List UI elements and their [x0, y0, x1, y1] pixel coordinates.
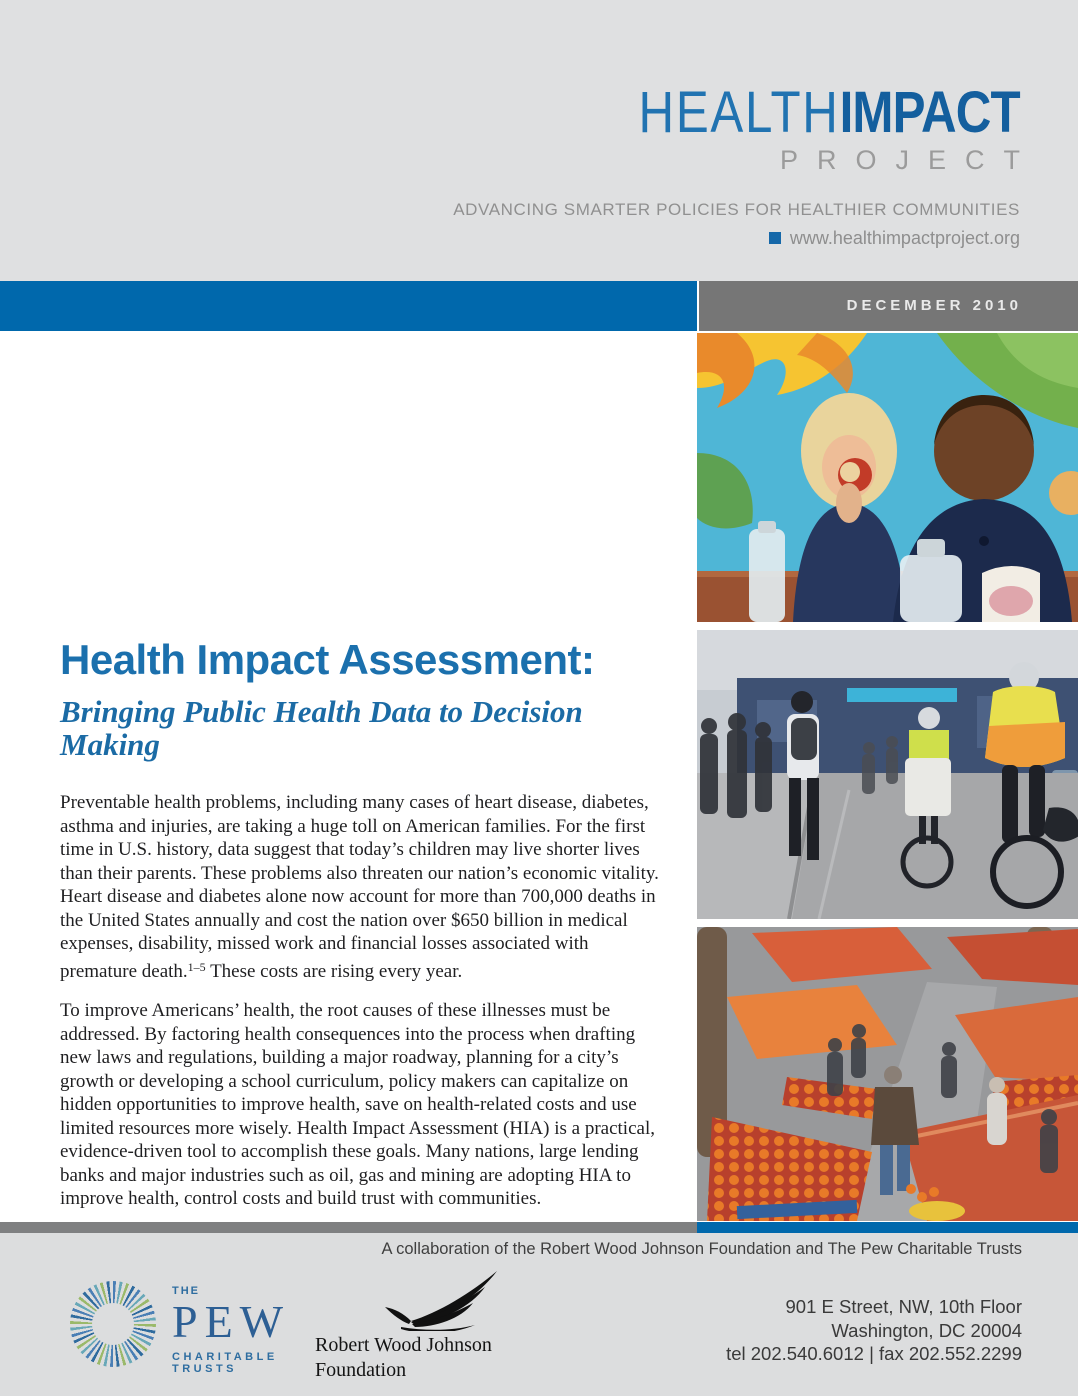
paragraph-1-text: Preventable health problems, including many cases of heart disease, diabetes, asthma and injuries, are taking a huge toll on American families. For the first time in U.S. history, data suggest that today’s children may live shorter lives than their parents. These problems also threaten our nation’s economic vitality. Heart disease and diabetes alone now account for more than 700,000 deaths in the United States annually and cost the nation over $650 billion in medical expenses, disability, missed work and financial losses associated with premature death.: [60, 792, 659, 982]
logo-word-project: PROJECT: [779, 145, 1039, 175]
blue-bar: [0, 281, 697, 331]
divider-bar-gray: [0, 1222, 697, 1233]
pew-name: PEW: [172, 1296, 291, 1347]
logo-word-health: HEALTH: [638, 80, 840, 145]
address-line-3: tel 202.540.6012 | fax 202.552.2299: [726, 1343, 1022, 1364]
address-block: [726, 1295, 1022, 1366]
website-url[interactable]: www.healthimpactproject.org: [789, 227, 1020, 248]
pew-sunburst-icon: [70, 1281, 156, 1367]
rwjf-line2: Foundation: [315, 1359, 407, 1381]
paragraph-2: To improve Americans’ health, the root causes of these illnesses must be addressed. By factoring health consequences into the process when drafting new laws and regulations, building a major roadway, planning for a city’s growth or developing a school curriculum, policy makers can capitalize on hidden opportunities to improve health, save on health-related costs and use limited resources more wisely. Health Impact Assessment (HIA) is a practical, evidence-driven tool to accomplish these goals. Many nations, large lending banks and major industries such as oil, gas and mining are adopting HIA to improve health, control costs and build trust with communities.: [60, 1000, 655, 1210]
bridge-commuters-photo: [697, 630, 1078, 919]
rwjf-line1: Robert Wood Johnson: [315, 1334, 492, 1356]
photo-column: [697, 333, 1078, 1229]
tagline: ADVANCING SMARTER POLICIES FOR HEALTHIER COMMUNITIES: [453, 199, 1020, 219]
date-band: [0, 281, 1078, 331]
logo-word-impact: IMPACT: [839, 80, 1020, 145]
logo-wordmark: [538, 80, 1020, 145]
children-snacking-mural-photo: [697, 333, 1078, 622]
address-line-2: Washington, DC 20004: [831, 1319, 1022, 1341]
rwjf-logo-text: [315, 1333, 492, 1383]
rwjf-wing-icon: [383, 1269, 503, 1331]
page-subtitle: Bringing Public Health Data to Decision Making: [60, 694, 583, 762]
paragraph-1-continued: These costs are rising every year.: [205, 960, 463, 982]
date-badge: DECEMBER 2010: [699, 281, 1078, 331]
main-text-column: [60, 638, 668, 1211]
health-impact-project-logo: [453, 80, 1039, 249]
outdoor-market-photo: [697, 927, 1078, 1221]
square-bullet-icon: [769, 232, 781, 244]
website-line: [453, 228, 1020, 249]
pew-logo-text: [172, 1285, 330, 1375]
divider-bar-blue: [697, 1222, 1078, 1233]
paragraph-1: [60, 791, 668, 983]
pew-the: THE: [172, 1285, 200, 1297]
masthead: [0, 0, 1078, 281]
collaboration-note: A collaboration of the Robert Wood Johnson Foundation and The Pew Charitable Trusts: [381, 1240, 1022, 1258]
address-line-1: 901 E Street, NW, 10th Floor: [785, 1296, 1022, 1317]
footnote-reference: 1–5: [187, 959, 206, 974]
pew-subtitle: CHARITABLE TRUSTS: [172, 1351, 278, 1375]
footer: [0, 1233, 1078, 1396]
page-title: Health Impact Assessment:: [60, 636, 595, 683]
pew-charitable-trusts-logo: [70, 1279, 330, 1379]
